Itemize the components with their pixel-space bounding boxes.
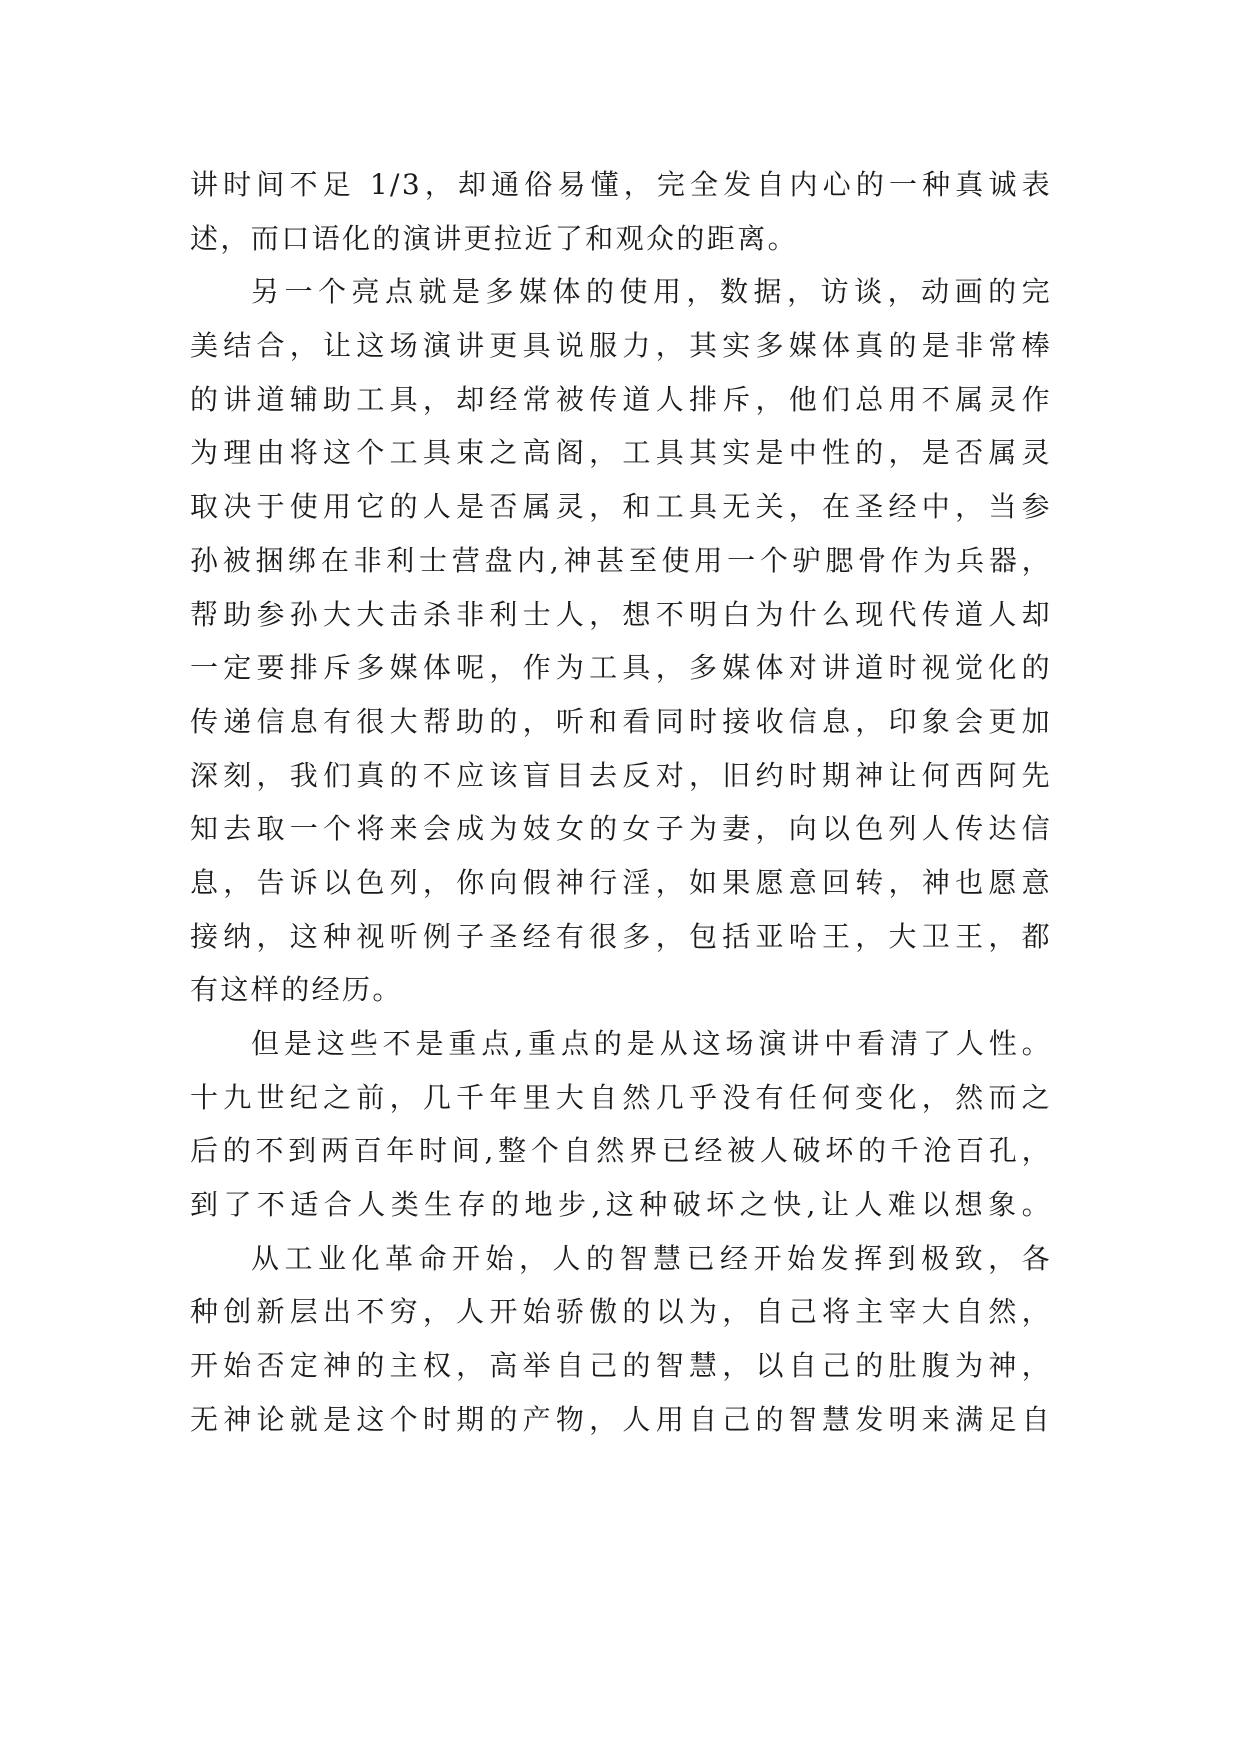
- text-line: 另一个亮点就是多媒体的使用，数据，访谈，动画的完: [251, 275, 1052, 309]
- text-line: 述，而口语化的演讲更拉近了和观众的距离。: [190, 221, 799, 255]
- text-line: 从工业化革命开始，人的智慧已经开始发挥到极致，各: [251, 1241, 1052, 1275]
- text-line: 取决于使用它的人是否属灵，和工具无关，在圣经中，当参: [190, 490, 1052, 524]
- text-line: 深刻，我们真的不应该盲目去反对，旧约时期神让何西阿先: [190, 758, 1052, 792]
- text-line: 种创新层出不穷，人开始骄傲的以为，自己将主宰大自然，: [190, 1295, 1052, 1329]
- text-line: 为理由将这个工具束之高阁，工具其实是中性的，是否属灵: [190, 436, 1052, 470]
- text-line: 息，告诉以色列，你向假神行淫，如果愿意回转，神也愿意: [190, 865, 1052, 899]
- text-line: 帮助参孙大大击杀非利士人，想不明白为什么现代传道人却: [190, 597, 1052, 631]
- text-line: 无神论就是这个时期的产物，人用自己的智慧发明来满足自: [190, 1402, 1052, 1436]
- body-text: [190, 158, 1052, 1447]
- text-line: 孙被捆绑在非利士营盘内,神甚至使用一个驴腮骨作为兵器，: [190, 543, 1052, 577]
- text-line: 开始否定神的主权，高举自己的智慧，以自己的肚腹为神，: [190, 1349, 1052, 1383]
- text-line: 讲时间不足 1/3，却通俗易懂，完全发自内心的一种真诚表: [190, 168, 1052, 201]
- text-line: 知去取一个将来会成为妓女的女子为妻，向以色列人传达信: [190, 812, 1052, 846]
- text-line: 一定要排斥多媒体呢，作为工具，多媒体对讲道时视觉化的: [190, 651, 1052, 685]
- text-line: 的讲道辅助工具，却经常被传道人排斥，他们总用不属灵作: [190, 382, 1052, 416]
- text-line: 传递信息有很大帮助的，听和看同时接收信息，印象会更加: [190, 704, 1052, 738]
- text-line: 到了不适合人类生存的地步,这种破坏之快,让人难以想象。: [190, 1188, 1052, 1222]
- text-line: 但是这些不是重点,重点的是从这场演讲中看清了人性。: [251, 1027, 1052, 1060]
- text-line: 十九世纪之前，几千年里大自然几乎没有任何变化，然而之: [190, 1080, 1052, 1114]
- text-line: 有这样的经历。: [190, 973, 403, 1007]
- text-line: 美结合，让这场演讲更具说服力，其实多媒体真的是非常棒: [190, 329, 1052, 363]
- text-line: 接纳，这种视听例子圣经有很多，包括亚哈王，大卫王，都: [190, 919, 1052, 953]
- text-line: 后的不到两百年时间,整个自然界已经被人破坏的千沧百孔，: [190, 1134, 1052, 1168]
